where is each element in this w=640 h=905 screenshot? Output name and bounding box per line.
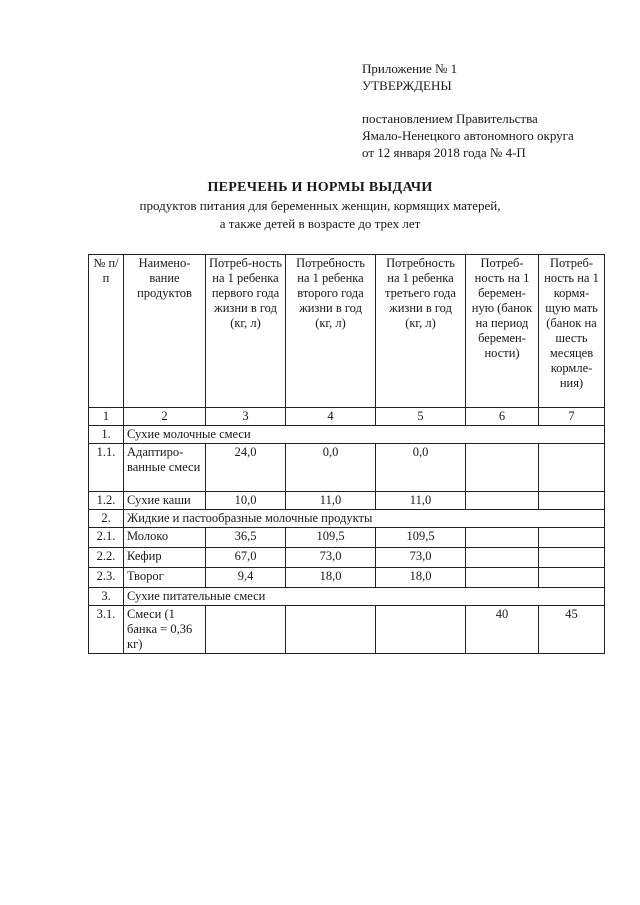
product-name: Кефир — [124, 548, 206, 568]
column-number: 1 — [89, 408, 124, 426]
document-title — [0, 180, 640, 232]
header-cell: Потреб-ность на 1 ребенка первого года жизни в год (кг, л) — [206, 255, 286, 408]
approved-label: УТВЕРЖДЕНЫ — [362, 78, 452, 93]
section-name: Сухие питательные смеси — [124, 588, 605, 606]
product-name: Адаптиро-ванные смеси — [124, 444, 206, 492]
title-sub-1: продуктов питания для беременных женщин, кормящих матерей, — [139, 198, 501, 213]
value-year1: 10,0 — [206, 492, 286, 510]
value-year1: 67,0 — [206, 548, 286, 568]
norms-table — [88, 254, 605, 654]
value-year1: 9,4 — [206, 568, 286, 588]
value-nursing — [539, 528, 605, 548]
product-name: Молоко — [124, 528, 206, 548]
section-number: 2. — [89, 510, 124, 528]
column-number: 6 — [466, 408, 539, 426]
section-name: Жидкие и пастообразные молочные продукты — [124, 510, 605, 528]
table-row — [89, 606, 605, 654]
value-year3: 73,0 — [376, 548, 466, 568]
value-year3: 11,0 — [376, 492, 466, 510]
row-number: 1.1. — [89, 444, 124, 492]
value-nursing — [539, 548, 605, 568]
table-row — [89, 528, 605, 548]
value-year3 — [376, 606, 466, 654]
value-nursing — [539, 492, 605, 510]
value-year2: 0,0 — [286, 444, 376, 492]
title-main: ПЕРЕЧЕНЬ И НОРМЫ ВЫДАЧИ — [207, 180, 433, 195]
column-number-row — [89, 408, 605, 426]
appendix-number: Приложение № 1 — [362, 61, 458, 76]
value-year2: 11,0 — [286, 492, 376, 510]
row-number: 2.3. — [89, 568, 124, 588]
column-number: 7 — [539, 408, 605, 426]
value-year2 — [286, 606, 376, 654]
product-name: Сухие каши — [124, 492, 206, 510]
value-pregnant: 40 — [466, 606, 539, 654]
value-pregnant — [466, 548, 539, 568]
table-row — [89, 492, 605, 510]
value-year1 — [206, 606, 286, 654]
section-number: 1. — [89, 426, 124, 444]
header-cell: № п/п — [89, 255, 124, 408]
section-number: 3. — [89, 588, 124, 606]
value-year3: 0,0 — [376, 444, 466, 492]
table-row — [89, 548, 605, 568]
row-number: 2.1. — [89, 528, 124, 548]
value-year1: 24,0 — [206, 444, 286, 492]
value-pregnant — [466, 568, 539, 588]
row-number: 1.2. — [89, 492, 124, 510]
value-year1: 36,5 — [206, 528, 286, 548]
product-name: Смеси (1 банка = 0,36 кг) — [124, 606, 206, 654]
column-number: 3 — [206, 408, 286, 426]
title-sub-2: а также детей в возрасте до трех лет — [219, 216, 421, 231]
value-year2: 18,0 — [286, 568, 376, 588]
value-pregnant — [466, 492, 539, 510]
column-number: 5 — [376, 408, 466, 426]
row-number: 2.2. — [89, 548, 124, 568]
value-pregnant — [466, 528, 539, 548]
row-number: 3.1. — [89, 606, 124, 654]
product-name: Творог — [124, 568, 206, 588]
value-nursing: 45 — [539, 606, 605, 654]
header-cell: Наимено-вание продуктов — [124, 255, 206, 408]
value-nursing — [539, 444, 605, 492]
value-year3: 18,0 — [376, 568, 466, 588]
section-row — [89, 426, 605, 444]
section-row — [89, 588, 605, 606]
decree-line: постановлением Правительства — [362, 111, 538, 126]
column-number: 4 — [286, 408, 376, 426]
section-name: Сухие молочные смеси — [124, 426, 605, 444]
header-cell: Потребность на 1 ребенка второго года жизни в год (кг, л) — [286, 255, 376, 408]
table-row — [89, 568, 605, 588]
approval-block — [362, 60, 574, 161]
decree-date: от 12 января 2018 года № 4-П — [362, 145, 526, 160]
header-cell: Потреб-ность на 1 кормя-щую мать (банок на шесть месяцев кормле-ния) — [539, 255, 605, 408]
value-year2: 73,0 — [286, 548, 376, 568]
value-pregnant — [466, 444, 539, 492]
header-cell: Потреб-ность на 1 беремен-ную (банок на период беремен-ности) — [466, 255, 539, 408]
value-year2: 109,5 — [286, 528, 376, 548]
column-number: 2 — [124, 408, 206, 426]
value-nursing — [539, 568, 605, 588]
header-cell: Потребность на 1 ребенка третьего года жизни в год (кг, л) — [376, 255, 466, 408]
value-year3: 109,5 — [376, 528, 466, 548]
section-row — [89, 510, 605, 528]
header-row — [89, 255, 605, 408]
table-row — [89, 444, 605, 492]
region-line: Ямало-Ненецкого автономного округа — [362, 128, 574, 143]
